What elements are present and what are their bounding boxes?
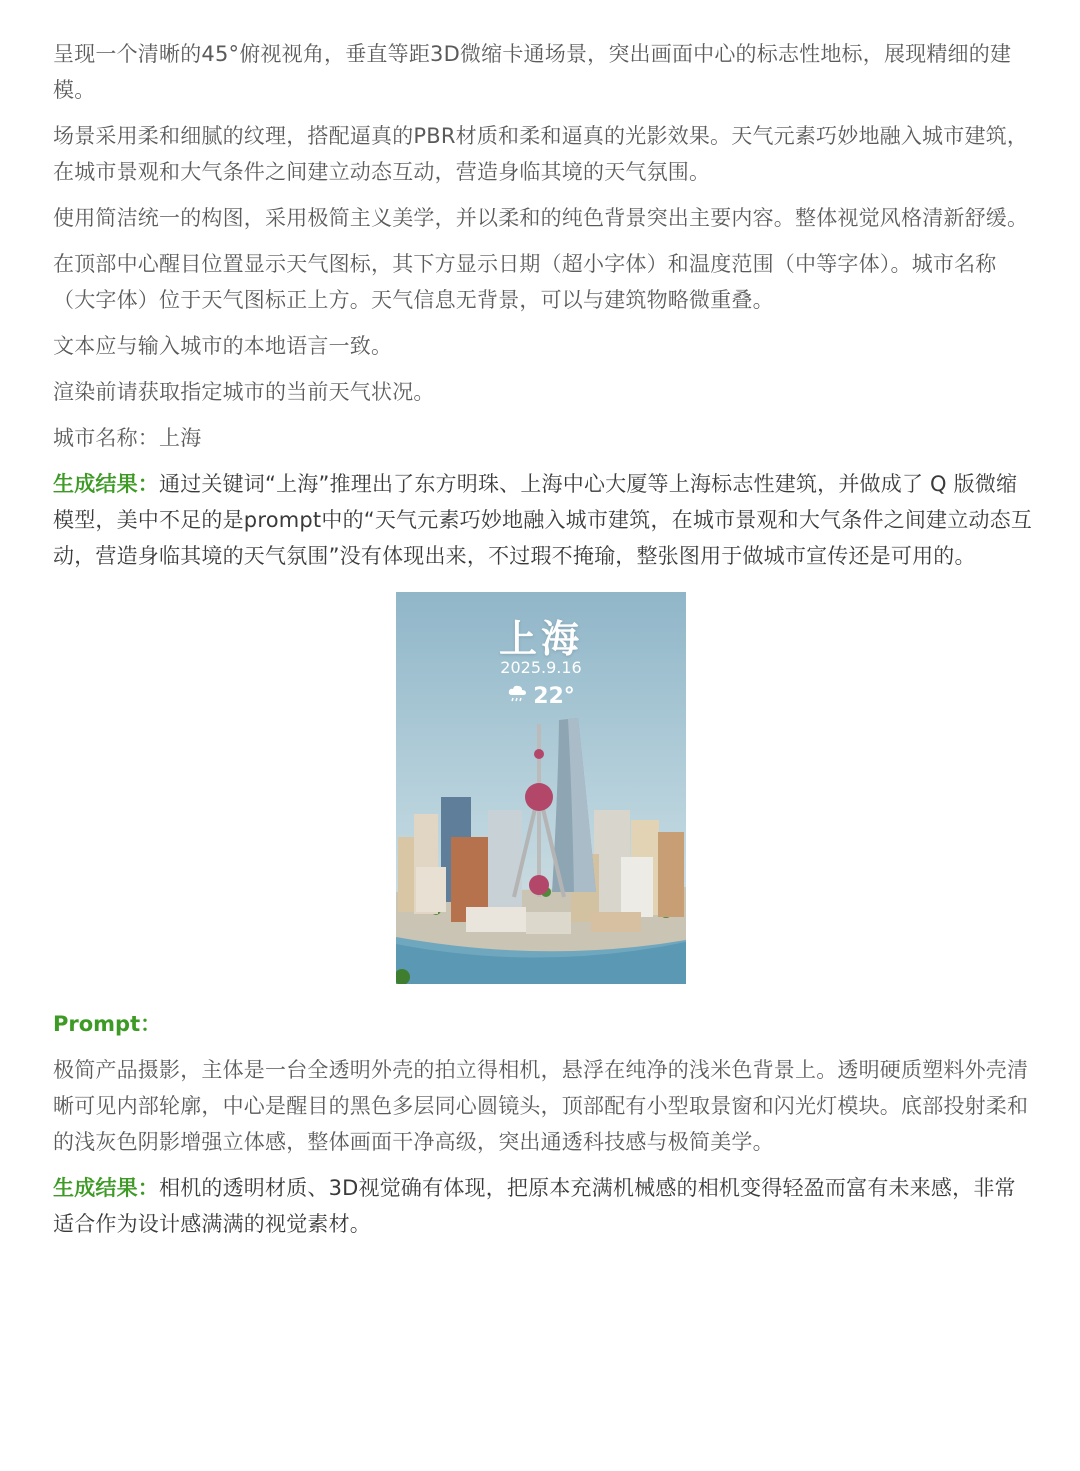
figure-container [53, 592, 1033, 984]
prompt-paragraph-1: 呈现一个清晰的45°俯视视角，垂直等距3D微缩卡通场景，突出画面中心的标志性地标，展现精细的建模。 [53, 42, 1012, 102]
cloud-rain-icon [507, 684, 529, 710]
prompt-paragraph-2: 场景采用柔和细腻的纹理，搭配逼真的PBR材质和柔和逼真的光影效果。天气元素巧妙地融入城市建筑，在城市景观和大气条件之间建立动态互动，营造身临其境的天气氛围。 [53, 124, 1029, 184]
figure-city-name: 上海 [498, 617, 583, 661]
result-label: 生成结果： [53, 1176, 159, 1200]
result-text: 通过关键词“上海”推理出了东方明珠、上海中心大厦等上海标志性建筑，并做成了 Q 版微缩模型，美中不足的是prompt中的“天气元素巧妙地融入城市建筑，在城市景观和大气条件之间建立动态互动，营造身临其境的天气氛围”没有体现出来，不过瑕不掩瑜，整张图用于做城市宣传还是可用的。 [53, 472, 1033, 568]
prompt-paragraph-6: 渲染前请获取指定城市的当前天气状况。 [53, 380, 435, 404]
figure-date: 2025.9.16 [500, 658, 582, 677]
figure-temperature-row [396, 684, 686, 710]
figure-temperature: 22° [533, 684, 575, 709]
prompt-heading: Prompt： [53, 1012, 162, 1036]
city-name-line: 城市名称：上海 [53, 426, 202, 450]
result-label: 生成结果： [53, 472, 159, 496]
prompt-paragraph-3: 使用简洁统一的构图，采用极简主义美学，并以柔和的纯色背景突出主要内容。整体视觉风格清新舒缓。 [53, 206, 1029, 230]
generated-image-shanghai [396, 592, 686, 984]
prompt-paragraph-5: 文本应与输入城市的本地语言一致。 [53, 334, 393, 358]
result-paragraph-1 [53, 466, 1033, 574]
result-paragraph-2 [53, 1170, 1033, 1242]
article-body [53, 36, 1033, 1252]
result-text: 相机的透明材质、3D视觉确有体现，把原本充满机械感的相机变得轻盈而富有未来感，非常适合作为设计感满满的视觉素材。 [53, 1176, 1016, 1236]
prompt-paragraph-4: 在顶部中心醒目位置显示天气图标，其下方显示日期（超小字体）和温度范围（中等字体）。城市名称（大字体）位于天气图标正上方。天气信息无背景，可以与建筑物略微重叠。 [53, 252, 997, 312]
prompt-paragraph-camera: 极简产品摄影，主体是一台全透明外壳的拍立得相机，悬浮在纯净的浅米色背景上。透明硬质塑料外壳清晰可见内部轮廓，中心是醒目的黑色多层同心圆镜头，顶部配有小型取景窗和闪光灯模块。底部投射柔和的浅灰色阴影增强立体感，整体画面干净高级，突出通透科技感与极简美学。 [53, 1058, 1029, 1154]
